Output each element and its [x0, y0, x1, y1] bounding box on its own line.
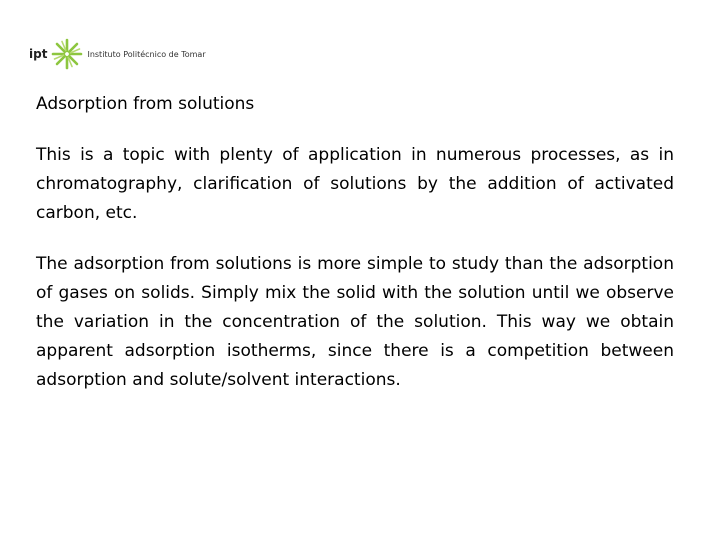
institution-logo [29, 36, 206, 72]
document-body [36, 92, 674, 417]
logo-abbreviation: ipt [29, 47, 48, 61]
page-title: Adsorption from solutions [36, 94, 255, 114]
paragraph-intro: This is a topic with plenty of application in numerous processes, as in chromatography, clarification of solutions by the addition of activated carbon, etc. [36, 145, 674, 223]
paragraph-detail: The adsorption from solutions is more simple to study than the adsorption of gases on solids. Simply mix the solid with the solution until we observe the variation in the concentration of the solution. This way we obtain apparent adsorption isotherms, since there is a competition between adsorption and solute/solvent interactions. [36, 254, 674, 390]
logo-institution-name: Instituto Politécnico de Tomar [87, 49, 206, 59]
sunburst-icon [50, 37, 84, 71]
